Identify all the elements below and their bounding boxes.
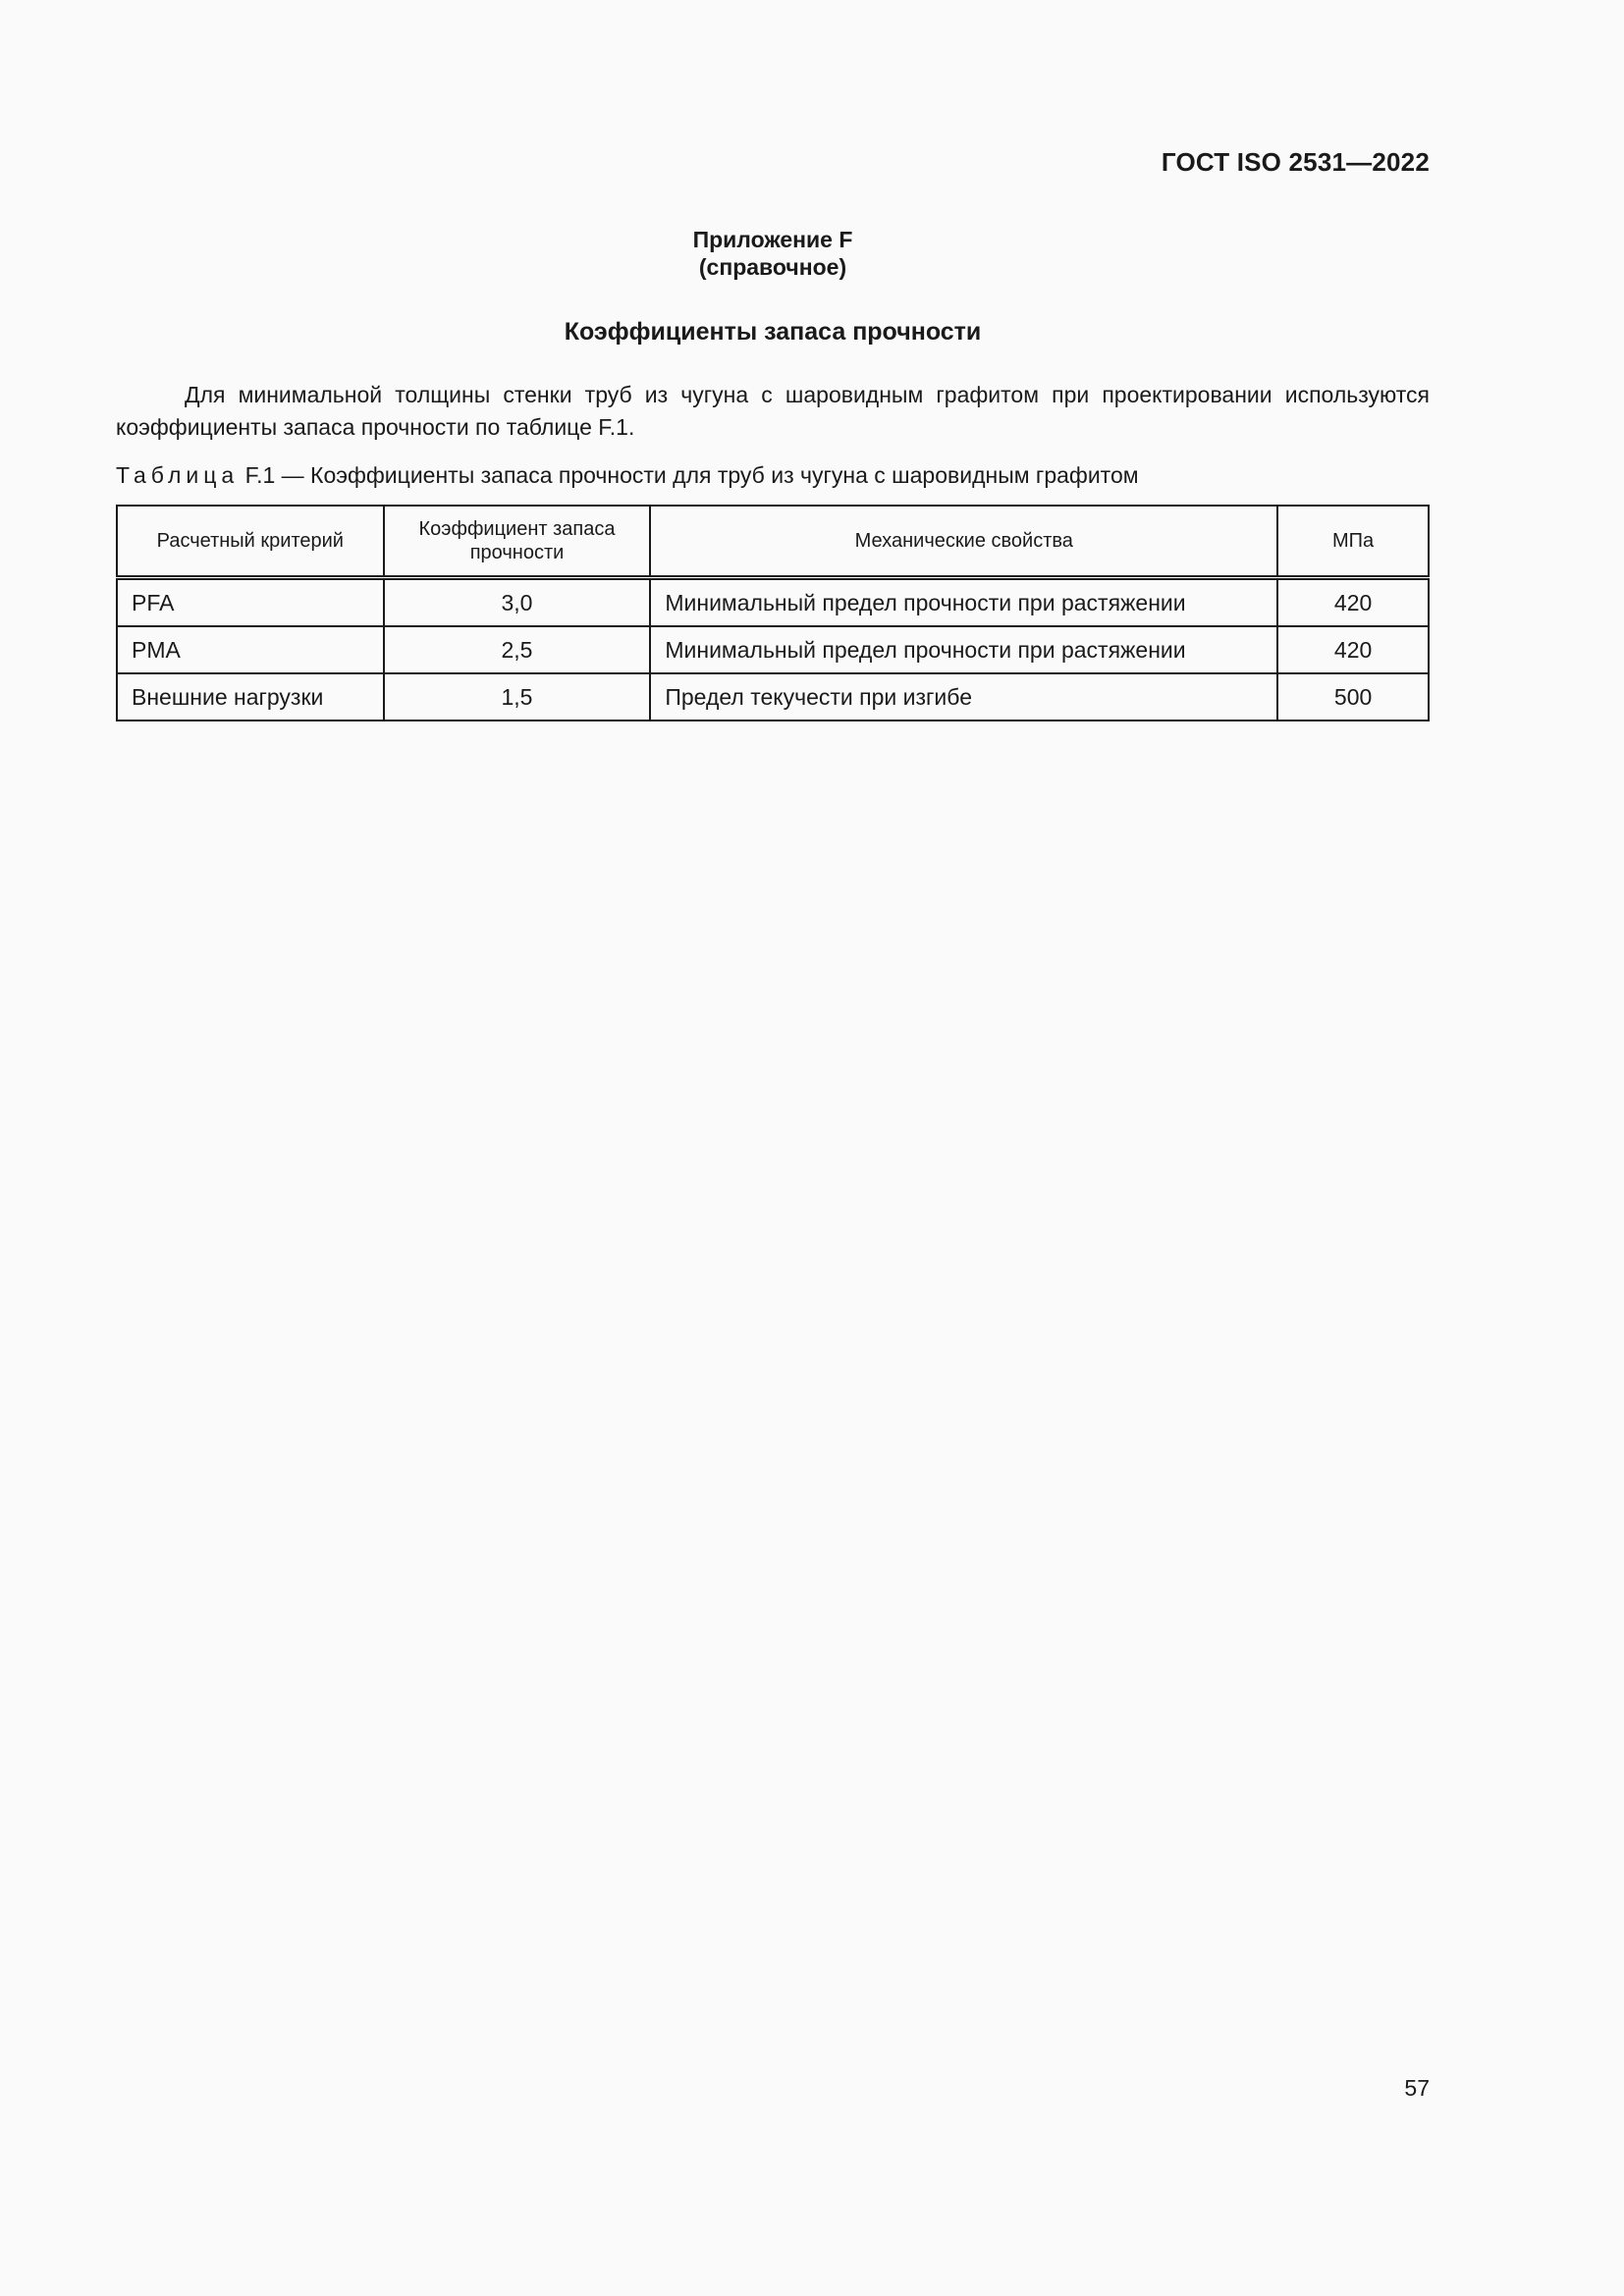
cell-mechanical-property: Минимальный предел прочности при растяжении	[650, 626, 1277, 673]
section-title: Коэффициенты запаса прочности	[564, 318, 982, 346]
page-number: 57	[1404, 2075, 1430, 2101]
document-page	[116, 0, 1430, 2296]
appendix-title: Приложение F	[692, 227, 853, 252]
cell-mpa: 420	[1277, 578, 1429, 627]
appendix-subtitle: (справочное)	[698, 254, 847, 280]
cell-mpa: 500	[1277, 673, 1429, 721]
safety-factor-table	[116, 505, 1430, 721]
table-row	[117, 626, 1429, 673]
table-row	[117, 578, 1429, 627]
cell-criterion: PFA	[117, 578, 384, 627]
cell-criterion: PMA	[117, 626, 384, 673]
cell-safety-factor: 2,5	[384, 626, 651, 673]
cell-safety-factor: 1,5	[384, 673, 651, 721]
cell-criterion: Внешние нагрузки	[117, 673, 384, 721]
intro-paragraph: Для минимальной толщины стенки труб из чугуна с шаровидным графитом при проектировании используются коэффициенты запаса прочности по таблице F.1.	[116, 382, 1430, 440]
table-caption	[116, 462, 1139, 489]
table-row	[117, 673, 1429, 721]
cell-safety-factor: 3,0	[384, 578, 651, 627]
appendix-heading	[116, 226, 1430, 281]
table-header-row	[117, 506, 1429, 578]
cell-mpa: 420	[1277, 626, 1429, 673]
table-caption-text: F.1 — Коэффициенты запаса прочности для труб из чугуна с шаровидным графитом	[244, 462, 1139, 488]
cell-mechanical-property: Минимальный предел прочности при растяжении	[650, 578, 1277, 627]
cell-mechanical-property: Предел текучести при изгибе	[650, 673, 1277, 721]
document-code: ГОСТ ISO 2531—2022	[1161, 147, 1430, 177]
header-mechanical-properties: Механические свойства	[650, 506, 1277, 578]
header-unit-mpa: МПа	[1277, 506, 1429, 578]
header-safety-factor: Коэффициент запаса прочности	[384, 506, 651, 578]
table-caption-label: Таблица	[116, 462, 240, 488]
header-criterion: Расчетный критерий	[117, 506, 384, 578]
